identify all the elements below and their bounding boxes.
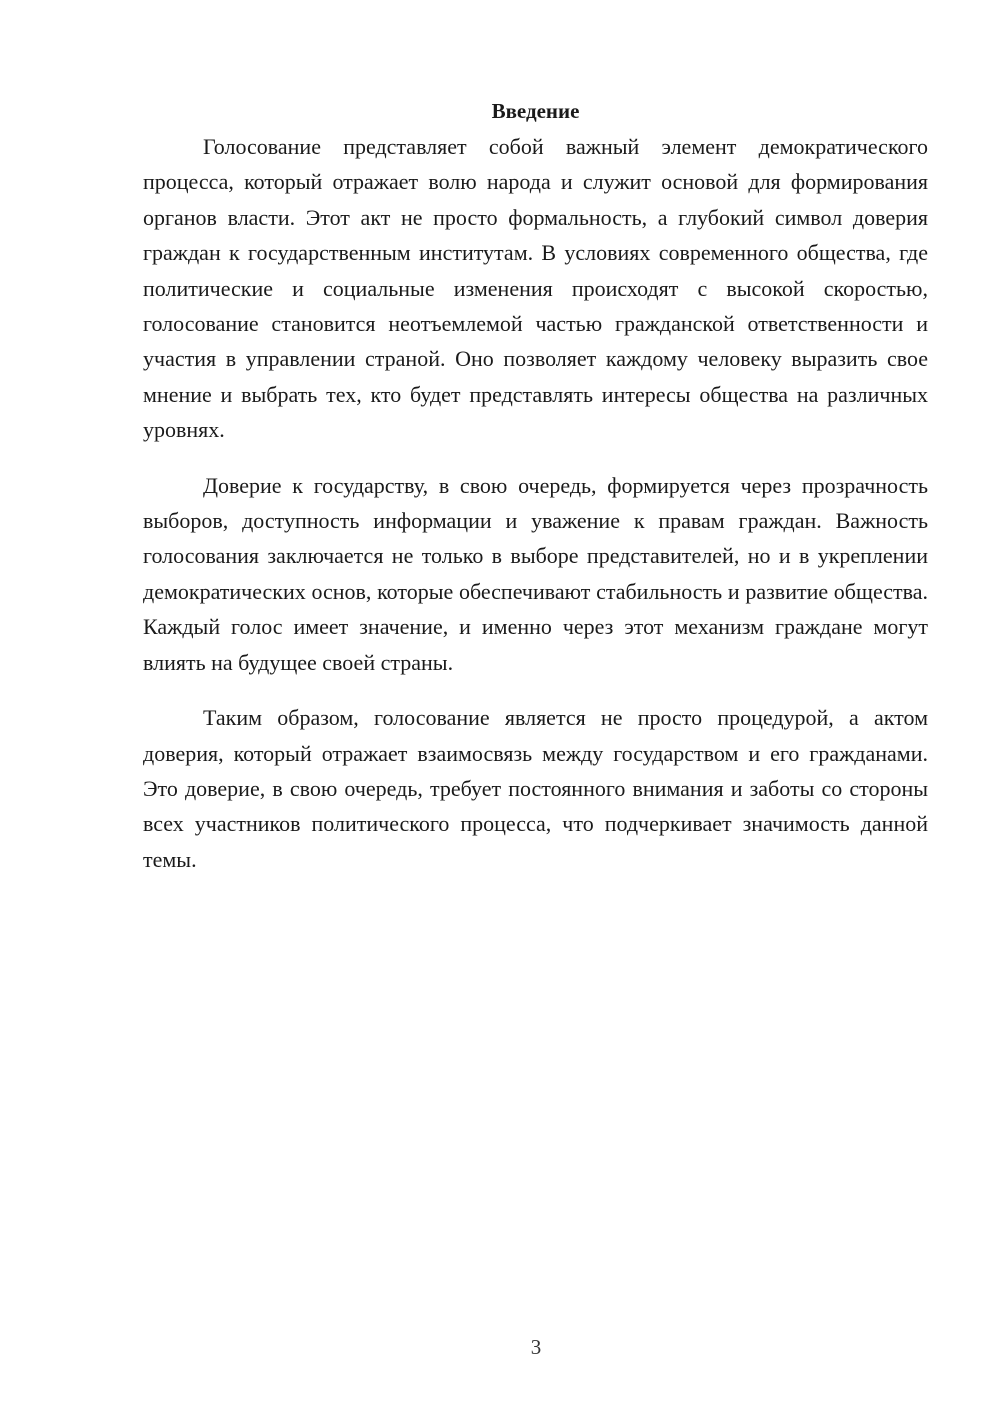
section-title: Введение [491, 99, 580, 123]
paragraph-1: Голосование представляет собой важный элемент демократического процесса, который отражает волю народа и служит основой для формирования органов власти. Этот акт не просто формальность, а глубокий символ доверия граждан к государственным институтам. В условиях современного общества, где политические и социальные изменения происходят с высокой скоростью, голосование становится неотъемлемой частью гражданской ответственности и участия в управлении страной. Оно позволяет каждому человеку выразить свое мнение и выбрать тех, кто будет представлять интересы общества на различных уровнях. [143, 134, 928, 443]
paragraph-2: Доверие к государству, в свою очередь, формируется через прозрачность выборов, доступность информации и уважение к правам граждан. Важность голосования заключается не только в выборе представителей, но и в укреплении демократических основ, которые обеспечивают стабильность и развитие общества. Каждый голос имеет значение, и именно через этот механизм граждане могут влиять на будущее своей страны. [143, 472, 928, 675]
page-number: 3 [530, 1335, 542, 1359]
paragraph-3: Таким образом, голосование является не просто процедурой, а актом доверия, который отражает взаимосвязь между государством и его гражданами. Это доверие, в свою очередь, требует постоянного внимания и заботы со стороны всех участников политического процесса, что подчеркивает значимость данной темы. [143, 705, 928, 872]
page-content [143, 94, 928, 877]
